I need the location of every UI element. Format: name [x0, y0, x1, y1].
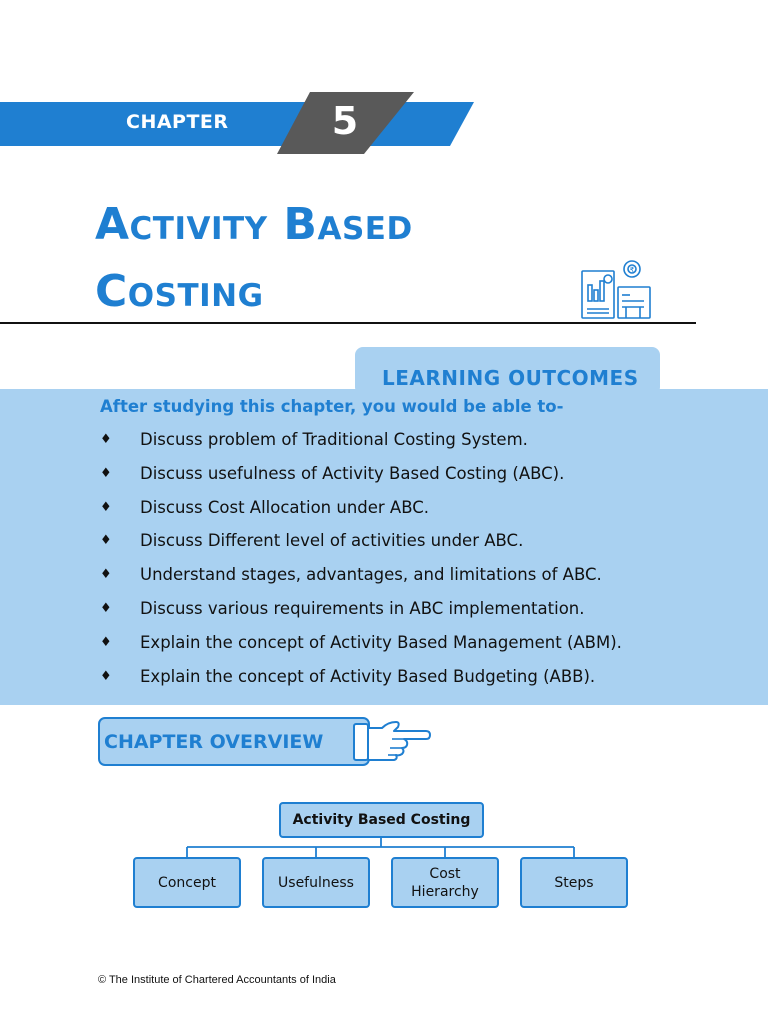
bullet-icon: ♦ [100, 567, 112, 583]
title-divider [0, 322, 696, 324]
chapter-overview-heading: CHAPTER OVERVIEW [104, 731, 324, 753]
learning-outcomes-heading: LEARNING OUTCOMES [382, 366, 639, 390]
overview-node-steps [520, 857, 628, 908]
node-label: Steps [554, 874, 594, 891]
node-label: Activity Based Costing [292, 812, 471, 828]
finance-document-icon [578, 257, 658, 321]
outcome-text: Explain the concept of Activity Based Management (ABM). [140, 632, 622, 652]
overview-node-usefulness [262, 857, 370, 908]
bullet-icon: ♦ [100, 432, 112, 447]
bullet-icon: ♦ [100, 533, 112, 549]
node-label: Concept [158, 874, 216, 891]
chapter-label: CHAPTER [126, 111, 229, 133]
node-label-line-1: Cost [429, 865, 461, 882]
bullet-icon: ♦ [100, 465, 112, 481]
footer-copyright: © The Institute of Chartered Accountants of India [98, 974, 336, 986]
overview-node-cost-hierarchy [391, 857, 499, 908]
bullet-icon: ♦ [100, 634, 112, 650]
outcome-text: Discuss problem of Traditional Costing System. [140, 430, 528, 449]
pointing-hand-icon [352, 718, 432, 764]
outcome-text: Discuss usefulness of Activity Based Costing (ABC). [140, 463, 565, 483]
learning-outcomes-intro: After studying this chapter, you would be able to- [100, 397, 564, 416]
outcome-text: Discuss Cost Allocation under ABC. [140, 497, 430, 517]
overview-node-concept [133, 857, 241, 908]
bullet-icon: ♦ [100, 668, 112, 684]
svg-text:₹: ₹ [629, 266, 635, 274]
outcome-text: Understand stages, advantages, and limitations of ABC. [140, 565, 602, 585]
outcome-text: Explain the concept of Activity Based Budgeting (ABB). [140, 666, 596, 686]
node-label-line-2: Hierarchy [411, 883, 479, 900]
bullet-icon: ♦ [100, 600, 112, 616]
chapter-number: 5 [331, 99, 359, 143]
node-label [411, 865, 479, 901]
outcome-text: Discuss various requirements in ABC implementation. [140, 598, 585, 618]
chapter-title-line-2: Costing [95, 266, 264, 317]
overview-root-node [279, 802, 484, 838]
outcome-text: Discuss Different level of activities under ABC. [140, 531, 524, 551]
node-label: Usefulness [278, 874, 354, 891]
bullet-icon: ♦ [100, 499, 112, 515]
chapter-title-line-1: Activity Based [95, 199, 413, 250]
